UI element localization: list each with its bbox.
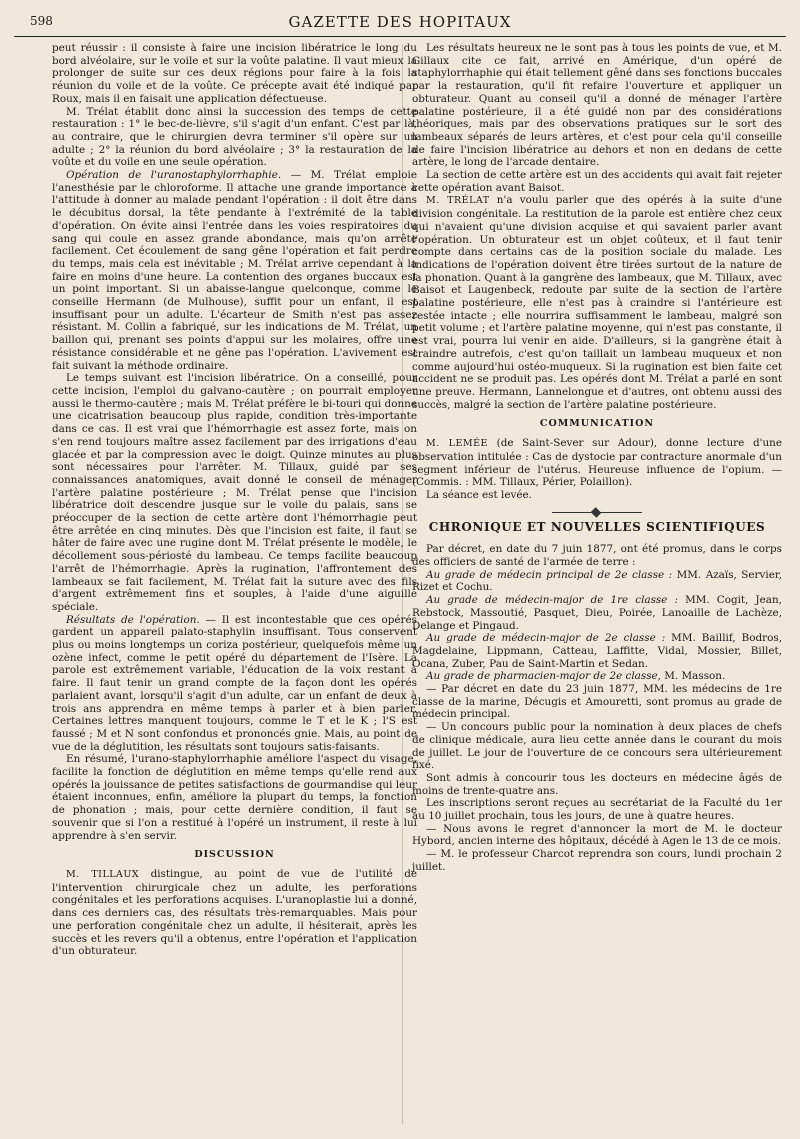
right-column: [412, 42, 782, 874]
journal-title: GAZETTE DES HOPITAUX: [288, 13, 512, 31]
paragraph-text: M. Masson.: [660, 670, 726, 683]
paragraph-text: MM. Azaïs, Servier, Rizet et Cochu.: [412, 568, 782, 594]
speaker-name: M. LEMÉE: [426, 438, 488, 450]
left-column: [52, 42, 417, 958]
paragraph: [412, 594, 782, 632]
paragraph: La section de cette artère est un des accidents qui avait fait rejeter cette opération avant Baisot.: [412, 169, 782, 194]
section-title: Résultats de l'opération.: [66, 613, 200, 626]
section-heading-chronique: CHRONIQUE ET NOUVELLES SCIENTIFIQUES: [428, 519, 766, 534]
grade-label: Au grade de médecin-major de 1re classe :: [426, 594, 678, 607]
section-heading-communication: COMMUNICATION: [539, 418, 655, 430]
paragraph: [52, 614, 417, 754]
page-header: [14, 6, 786, 37]
section-heading-discussion: DISCUSSION: [194, 849, 275, 861]
paragraph: [412, 569, 782, 594]
paragraph-text: MM. Baillif, Bodros, Magdelaine, Lippmann, Catteau, Laffitte, Vidal, Mossier, Billet, Ocana, Zuber, Pau de Saint-Martin et Sedan.: [412, 632, 782, 670]
paragraph: — Un concours public pour la nomination à deux places de chefs de clinique médicale, aura lieu cette année dans le courant du mois de juillet. Le jour de l'ouverture de ce concours sera ultérieurement fixé.: [412, 721, 782, 772]
paragraph: [412, 670, 782, 683]
paragraph: Les inscriptions seront reçues au secrétariat de la Faculté du 1er au 10 juillet prochain, tous les jours, de une à quatre heures.: [412, 797, 782, 823]
paragraph: Le temps suivant est l'incision libératrice. On a conseillé, pour cette incision, l'emploi du galvano-cautère ; on pourrait employer aussi le thermo-cautère ; mais M. Trélat préfère le bi-touri qui donne une cicatrisation beaucoup plus rapide, condition très-importante dans ce cas. Il est vrai que l'hémorrhagie est assez forte, mais on s'en rend toujours maître assez facilement par des irrigations d'eau glacée et par la compression avec le doigt. Quinze minutes au plus sont nécessaires pour l'arrêter. M. Tillaux, guidé par ses connaissances anatomiques, avait donné le conseil de ménager l'artère palatine postérieure ; M. Trélat pense que l'incision libératrice doit descendre jusque sur le voile du palais, sans se préoccuper de la section de cette artère dont l'hémorrhagie peut être arrêtée en cinq minutes. Dès que l'incision est faite, il faut se hâter de faire avec une rugine dont M. Trélat présente le modèle, le décollement sous-périosté du lambeau. Ce temps facilite beaucoup l'arrêt de l'hémorrhagie. Après la rugination, l'affrontement des lambeaux se fait facilement, M. Trélat fait la suture avec des fils d'argent extrêmement fins et souples, à l'aide d'une aiguille spéciale.: [52, 372, 417, 613]
paragraph: — Par décret en date du 23 juin 1877, MM. les médecins de 1re classe de la marine, Décugis et Amouretti, sont promus au grade de médecin principal.: [412, 683, 782, 721]
ornament-divider: [552, 512, 642, 513]
paragraph-text: MM. Cogit, Jean, Rebstock, Massoutié, Pasquet, Dieu, Poirée, Lanoaille de Lachèze, Delange et Pingaud.: [412, 594, 782, 632]
section-title: Opération de l'uranostaphylorrhaphie.: [66, 169, 282, 182]
page-number: 598: [30, 14, 53, 28]
paragraph: — Nous avons le regret d'annoncer la mort de M. le docteur Hybord, ancien interne des hôpitaux, décédé à Agen le 13 de ce mois.: [412, 822, 782, 848]
paragraph: peut réussir : il consiste à faire une incision libératrice le long du bord alvéolaire, sur le voile et sur la voûte palatine. Il vaut mieux la prolonger de suite sur ces deux régions pour faire à la fois la réunion du voile et de la voûte. Ce précepte avait été indiqué par Roux, mais il en faisait une application défectueuse.: [52, 42, 417, 105]
paragraph: [52, 868, 417, 958]
paragraph: [412, 194, 782, 411]
grade-label: Au grade de pharmacien-major de 2e classe,: [426, 670, 661, 683]
paragraph: [52, 169, 417, 372]
paragraph: Par décret, en date du 7 juin 1877, ont été promus, dans le corps des officiers de santé de l'armée de terre :: [412, 543, 782, 569]
paragraph: [412, 437, 782, 489]
paragraph: En résumé, l'urano-staphylorrhaphie améliore l'aspect du visage, facilite la fonction de déglutition en même temps qu'elle rend aux opérés la jouissance de petites satisfactions de gourmandise qui leur étaient inconnues, enfin, améliore la plupart du temps, la fonction de phonation ; mais, pour cette dernière condition, il faut se souvenir que si l'on a restitué à l'opéré un instrument, il reste à lui apprendre à s'en servir.: [52, 753, 417, 842]
paragraph: [412, 632, 782, 670]
paragraph: Sont admis à concourir tous les docteurs en médecine âgés de moins de trente-quatre ans.: [412, 771, 782, 797]
paragraph: M. Trélat établit donc ainsi la succession des temps de cette restauration : 1° le bec-de-lièvre, s'il s'agit d'un enfant. C'est par là, au contraire, que le chirurgien devra terminer s'il opère sur un adulte ; 2° la réunion du bord alvéolaire ; 3° la restauration de la voûte et du voile en une seule opération.: [52, 105, 417, 169]
grade-label: Au grade de médecin-major de 2e classe :: [426, 632, 666, 645]
paragraph: — M. le professeur Charcot reprendra son cours, lundi prochain 2 juillet.: [412, 848, 782, 873]
paragraph: La séance est levée.: [426, 488, 532, 501]
paragraph-text: n'a voulu parler que des opérés à la suite d'une division congénitale. La restitution de la parole est entière chez ceux qui n'avaient qu'une division acquise et qui savaient parler avant l'opération. Un obturateur est un objet coûteux, et il faut tenir compte dans certains cas de la position sociale du malade. Les indications de l'opération doivent être tirées surtout de la nature de la phonation. Quant à la gangrène des lambeaux, que M. Tillaux, avec Baisot et Laugenbeck, redoute par suite de la section de l'artère palatine postérieure, elle n'est pas à craindre si l'antérieure est restée intacte ; elle nourrira suffisamment le lambeau, malgré son petit volume ; et l'artère palatine moyenne, qui n'est pas constante, il est vrai, pourra lui venir en aide. D'ailleurs, si la gangrène était à craindre autrefois, c'est qu'on taillait un lambeau muqueux et non comme aujourd'hui ostéo-muqueux. Si la rugination est bien faite cet accident ne se produit pas. Les opérés dont M. Trélat a parlé en sont une preuve. Hermann, Lannelongue et d'autres, ont obtenu aussi des succès, malgré la section de l'artère palatine postérieure.: [412, 194, 782, 411]
speaker-name: M. TILLAUX: [66, 869, 140, 880]
speaker-name: M. TRÉLAT: [426, 195, 490, 207]
paragraph-text: (de Saint-Sever sur Adour), donne lecture d'une observation intitulée : Cas de dystocie par contracture anormale d'un segment inférieur de l'utérus. Heureuse influence de l'opium. — (Commis. : MM. Tillaux, Périer, Polaillon).: [412, 437, 782, 489]
paragraph-text: distingue, au point de vue de l'utilité de l'intervention chirurgicale chez un adulte, les perforations congénitales et les perforations acquises. L'uranoplastie lui a donné, dans ces derniers cas, des résultats très-remarquables. Mais pour une perforation congénitale chez un adulte, il hésiterait, après les succès et les revers qu'il a obtenus, entre l'opération et l'application d'un obturateur.: [52, 868, 417, 958]
grade-label: Au grade de médecin principal de 2e classe :: [426, 568, 673, 581]
paragraph-text: — Il est incontestable que ces opérés gardent un appareil palato-staphylin insuffisant. Tous conservent plus ou moins longtemps un coriza postérieur, quelquefois même un ozène infect, comme le petit opéré du département de l'Isère. La parole est extrêmement variable, l'éducation de la voix restant à faire. Il faut tenir un grand compte de la façon dont les opérés parlaient avant, lorsqu'il s'agit d'un adulte, car un enfant de deux à trois ans apprendra en même temps à parler et à bien parler. Certaines lettres manquent toujours, comme le T et le K ; l'S est faussé ; M et N sont confondus et prononcés gnie. Mais, au point de vue de la déglutition, les résultats sont toujours satis-faisants.: [52, 613, 417, 753]
paragraph: Les résultats heureux ne le sont pas à tous les points de vue, et M. Gillaux cite ce fait, arrivé en Amérique, d'un opéré de staphylorrhaphie qui était tellement gêné dans ses fonctions buccales par la restauration, qu'il fit refaire l'ouverture et appliquer un obturateur. Quant au conseil qu'il a donné de ménager l'artère palatine postérieure, il a été guidé non par des considérations théoriques, mais par des observations pratiques sur le sort des lambeaux séparés de leurs artères, et c'est pour cela qu'il conseille de faire l'incision libératrice au dehors et non en dedans de cette artère, le long de l'arcade dentaire.: [412, 42, 782, 169]
paragraph-text: — M. Trélat emploie l'anesthésie par le chloroforme. Il attache une grande importance à l'attitude à donner au malade pendant l'opération : il doit être dans le décubitus dorsal, la tête pendante à l'extrémité de la table d'opération. On évite ainsi l'entrée dans les voies respiratoires du sang qui coule en assez grande abondance, mais qu'on arrête facilement. Cet écoulement de sang gêne l'opération et fait perdre du temps, mais cela est inévitable ; M. Trélat arrive cependant à la faire en moins d'une heure. La contention des organes buccaux est un point important. Si un abaisse-langue quelconque, comme le conseille Hermann (de Mulhouse), suffit pour un enfant, il est insuffisant pour un adulte. L'écarteur de Smith n'est pas assez résistant. M. Collin a fabriqué, sur les indications de M. Trélat, un baillon qui, prenant ses points d'appui sur les molaires, offre une résistance considérable et ne gêne pas l'opération. L'avivement est fait suivant la méthode ordinaire.: [52, 169, 417, 372]
